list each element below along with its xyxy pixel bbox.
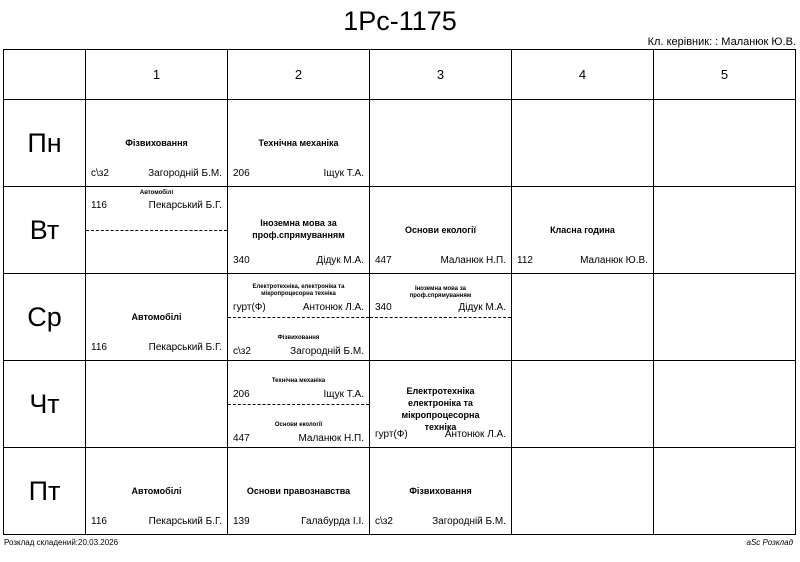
lesson-subject: Електротехніка, електроніка та мікропроцесорна техніка: [252, 284, 345, 297]
lesson-cell[interactable]: [86, 100, 228, 187]
lesson-room: 206: [233, 168, 250, 179]
lesson-cell[interactable]: [228, 274, 370, 361]
subgroup-lesson: [370, 274, 511, 318]
lesson-teacher: Галабурда І.І.: [301, 516, 364, 527]
class-teacher: Кл. керівник: : Маланюк Ю.В.: [647, 36, 796, 48]
lesson-room: с\з2: [233, 346, 251, 357]
empty-cell: [654, 100, 796, 187]
day-row-wed: [4, 274, 796, 361]
header-row: [4, 50, 796, 100]
corner-cell: [4, 50, 86, 100]
lesson-teacher: Маланюк Н.П.: [440, 255, 506, 266]
lesson-subject: Електротехніка електроніка та мікропроцесорна техніка: [401, 386, 480, 432]
lesson-subject: Фізвиховання: [277, 335, 320, 341]
lesson-subject: Іноземна мова за проф.спрямуванням: [409, 286, 472, 299]
day-label: Чт: [4, 361, 86, 448]
day-row-fri: [4, 448, 796, 535]
lesson-teacher: Іщук Т.А.: [323, 389, 364, 400]
lesson-subject: Основи правознавства: [246, 486, 351, 496]
lesson-cell[interactable]: [370, 361, 512, 448]
lesson-room: 112: [517, 255, 533, 266]
lesson-cell[interactable]: [370, 274, 512, 361]
empty-cell: [512, 100, 654, 187]
lesson-room: 116: [91, 200, 107, 211]
lesson-subject: Автомобілі: [139, 190, 174, 196]
day-row-mon: [4, 100, 796, 187]
lesson-teacher: Загородній Б.М.: [432, 516, 506, 527]
lesson-room: 206: [233, 389, 250, 400]
empty-cell: [654, 187, 796, 274]
lesson-subject: Технічна механіка: [271, 378, 326, 384]
lesson-subject: Технічна механіка: [258, 138, 339, 148]
lesson-subject: Автомобілі: [131, 312, 182, 322]
subgroup-lesson: [228, 318, 369, 360]
lesson-room: 447: [375, 255, 392, 266]
subgroup-lesson: [228, 361, 369, 405]
lesson-room: гурт(Ф): [375, 429, 408, 440]
lesson-cell[interactable]: [228, 361, 370, 448]
empty-cell: [654, 361, 796, 448]
lesson-teacher: Маланюк Н.П.: [298, 433, 364, 444]
lesson-cell[interactable]: [370, 448, 512, 535]
lesson-room: 116: [91, 516, 107, 527]
day-row-thu: [4, 361, 796, 448]
day-label: Пн: [4, 100, 86, 187]
lesson-cell[interactable]: [86, 448, 228, 535]
empty-cell: [86, 361, 228, 448]
lesson-teacher: Дідук М.А.: [458, 302, 506, 313]
lesson-subject: Фізвиховання: [409, 486, 472, 496]
lesson-subject: Іноземна мова за проф.спрямуванням: [252, 218, 345, 240]
lesson-room: 139: [233, 516, 250, 527]
lesson-teacher: Антонюк Л.А.: [302, 302, 364, 313]
lesson-teacher: Маланюк Ю.В.: [580, 255, 648, 266]
period-header: 2: [228, 50, 370, 100]
empty-cell: [370, 100, 512, 187]
lesson-room: с\з2: [91, 168, 109, 179]
lesson-teacher: Антонюк Л.А.: [444, 429, 506, 440]
subgroup-lesson: [86, 187, 227, 231]
lesson-teacher: Загородній Б.М.: [290, 346, 364, 357]
empty-cell: [654, 448, 796, 535]
lesson-room: гурт(Ф): [233, 302, 266, 313]
empty-cell: [512, 361, 654, 448]
lesson-room: 447: [233, 433, 250, 444]
lesson-teacher: Іщук Т.А.: [323, 168, 364, 179]
lesson-cell[interactable]: [86, 187, 228, 274]
lesson-cell[interactable]: [512, 187, 654, 274]
lesson-subject: Класна година: [550, 225, 615, 235]
lesson-room: 340: [375, 302, 392, 313]
empty-cell: [654, 274, 796, 361]
lesson-room: 116: [91, 342, 107, 353]
period-header: 3: [370, 50, 512, 100]
lesson-cell[interactable]: [370, 187, 512, 274]
period-header: 4: [512, 50, 654, 100]
lesson-subject: Основи екології: [404, 225, 477, 235]
lesson-cell[interactable]: [228, 448, 370, 535]
empty-cell: [512, 448, 654, 535]
lesson-cell[interactable]: [228, 100, 370, 187]
empty-cell: [512, 274, 654, 361]
period-header: 5: [654, 50, 796, 100]
subgroup-lesson: [228, 405, 369, 447]
footer-generator: aSc Розклад: [746, 538, 793, 547]
day-label: Ср: [4, 274, 86, 361]
day-label: Вт: [4, 187, 86, 274]
lesson-teacher: Загородній Б.М.: [148, 168, 222, 179]
lesson-subject: Автомобілі: [131, 486, 182, 496]
day-label: Пт: [4, 448, 86, 535]
lesson-room: с\з2: [375, 516, 393, 527]
lesson-room: 340: [233, 255, 250, 266]
lesson-subject: Основи екології: [274, 422, 323, 428]
period-header: 1: [86, 50, 228, 100]
lesson-cell[interactable]: [86, 274, 228, 361]
lesson-teacher: Пекарський Б.Г.: [148, 516, 222, 527]
footer-created-date: Розклад складений:20.03.2026: [4, 538, 119, 547]
lesson-teacher: Дідук М.А.: [316, 255, 364, 266]
lesson-subject: Фізвиховання: [125, 138, 188, 148]
lesson-teacher: Пекарський Б.Г.: [148, 342, 222, 353]
day-row-tue: [4, 187, 796, 274]
lesson-teacher: Пекарський Б.Г.: [148, 200, 222, 211]
subgroup-lesson: [228, 274, 369, 318]
timetable: [3, 49, 796, 535]
lesson-cell[interactable]: [228, 187, 370, 274]
page-title: 1Рс-1175: [343, 6, 457, 36]
